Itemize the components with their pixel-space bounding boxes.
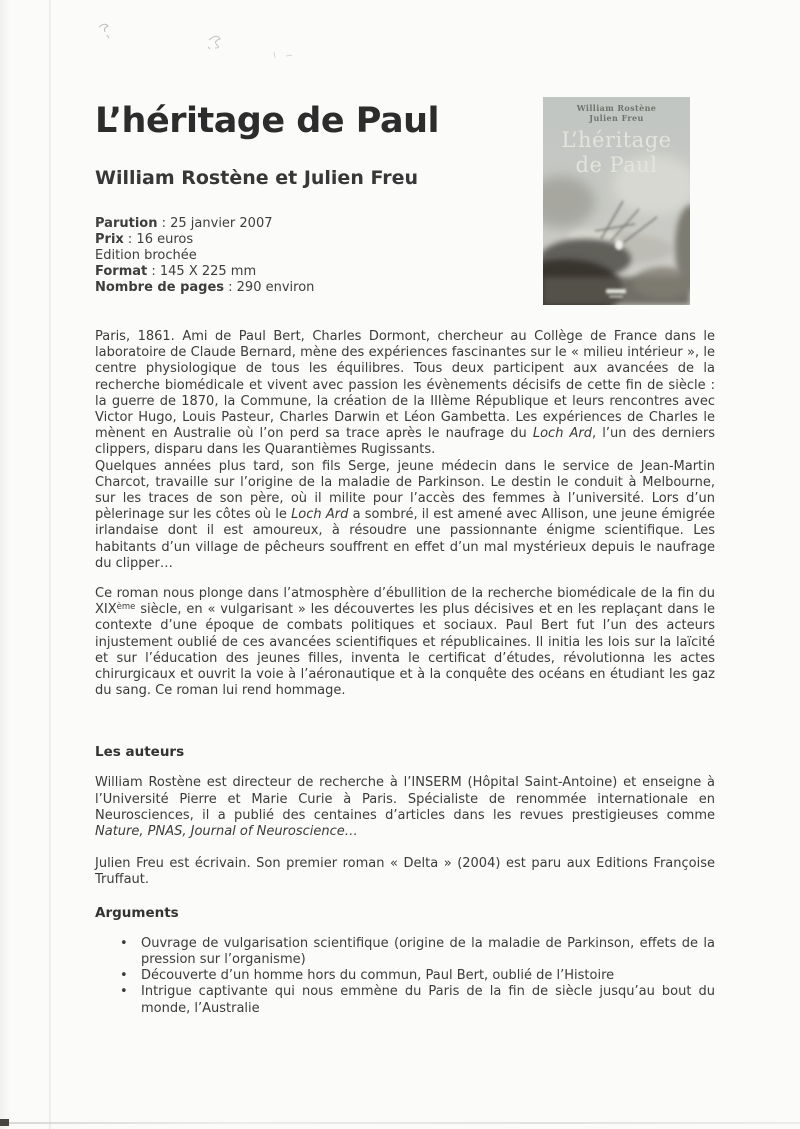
synopsis-paragraph-1: Paris, 1861. Ami de Paul Bert, Charles Dormont, chercheur au Collège de France dans le laboratoire de Claude Bernard, mène des expériences fascinantes sur le « milieu intérieur », le centre physiologique de tous les équilibres. Tous deux participent aux avancées de la recherche biomédicale et vivent avec passion les évènements décisifs de cette fin de siècle : la guerre de 1870, la Commune, la création de la IIIème République et leurs rencontres avec Victor Hugo, Louis Pasteur, Charles Darwin et Léon Gambetta. Les expériences de Charles le mènent en Australie où l’on perd sa trace après le naufrage du Loch Ard, l’un des derniers clippers, disparu dans les Quarantièmes Rugissants. [95, 329, 715, 458]
section-heading-authors: Les auteurs [95, 744, 185, 761]
cover-author-line-2: Julien Freu [589, 113, 644, 123]
book-title: L’héritage de Paul [95, 101, 440, 141]
bullet-icon: • [120, 935, 128, 951]
scan-fold-line [49, 0, 51, 1129]
scan-bottom-line [0, 1122, 800, 1124]
author-bio-rostene: William Rostène est directeur de recherche à l’INSERM (Hôpital Saint-Antoine) et enseigne à l’Université Pierre et Marie Curie à Paris. Spécialiste de renommée internationale en Neurosciences, il a publié des centaines d’articles dans les revues prestigieuses comme Nature, PNAS, Journal of Neuroscience… [95, 775, 715, 840]
pencil-mark-icon [96, 20, 114, 40]
arguments-list [95, 936, 715, 1017]
meta-edition: Edition brochée [95, 248, 197, 263]
argument-text: Découverte d’un homme hors du commun, Paul Bert, oublié de l’Histoire [141, 968, 615, 984]
bullet-icon: • [120, 984, 128, 1000]
synopsis-block [95, 329, 715, 572]
bullet-icon: • [120, 968, 128, 984]
meta-format: Format : 145 X 225 mm [95, 264, 257, 279]
scan-corner-mark [0, 1119, 9, 1126]
synopsis-paragraph-2: Quelques années plus tard, son fils Serge, jeune médecin dans le service de Jean-Martin Charcot, travaille sur l’origine de la maladie de Parkinson. Le destin le conduit à Melbourne, sur les traces de son père, où il milite pour l’accès des femmes à l’université. Lors d’un pèlerinage sur les côtes où le Loch Ard a sombré, il est amené avec Allison, une jeune émigrée irlandaise dont il est amoureux, à résoudre une passionnante énigme scientifique. Les habitants d’un village de pêcheurs souffrent en effet d’un mal mystérieux depuis le naufrage du clipper… [95, 458, 716, 571]
pencil-mark-icon [272, 48, 298, 62]
section-heading-arguments: Arguments [95, 904, 179, 921]
argument-text: Intrigue captivante qui nous emmène du Paris de la fin de siècle jusqu’au bout du monde, l’Australie [141, 984, 715, 1016]
book-cover-thumbnail [543, 97, 690, 305]
cover-painting [543, 97, 690, 305]
argument-text: Ouvrage de vulgarisation scientifique (origine de la maladie de Parkinson, effets de la pression sur l’organisme) [141, 935, 715, 967]
meta-pages: Nombre de pages : 290 environ [95, 280, 315, 295]
argument-item [95, 968, 715, 984]
scan-left-edge [0, 0, 10, 1129]
cover-title-line-1: L’héritage [561, 128, 672, 152]
cover-author-line-1: William Rostène [576, 103, 657, 113]
meta-prix: Prix : 16 euros [95, 232, 194, 247]
synopsis-paragraph-3: Ce roman nous plonge dans l’atmosphère d’ébullition de la recherche biomédicale de la fin du XIXème siècle, en « vulgarisant » les découvertes les plus décisives et en les replaçant dans le contexte d’une époque de combats politiques et sociaux. Paul Bert fut l’un des acteurs injustement oublié de ces avancées scientifiques et républicaines. Il initia les lois sur la laïcité et sur l’éducation des jeunes filles, inventa le certificat d’études, révolutionna les actes chirurgicaux et ouvrit la voie à l’aéronautique et à la conquête des océans en étudiant les gaz du sang. Ce roman lui rend hommage. [95, 586, 715, 699]
author-bio-freu: Julien Freu est écrivain. Son premier roman « Delta » (2004) est paru aux Editions Françoise Truffaut. [95, 856, 715, 888]
argument-item [95, 936, 715, 968]
pencil-mark-icon [204, 31, 228, 53]
argument-item [95, 984, 715, 1016]
book-byline: William Rostène et Julien Freu [95, 167, 419, 189]
meta-parution: Parution : 25 janvier 2007 [95, 216, 273, 231]
cover-title-line-2: de Paul [575, 153, 658, 177]
